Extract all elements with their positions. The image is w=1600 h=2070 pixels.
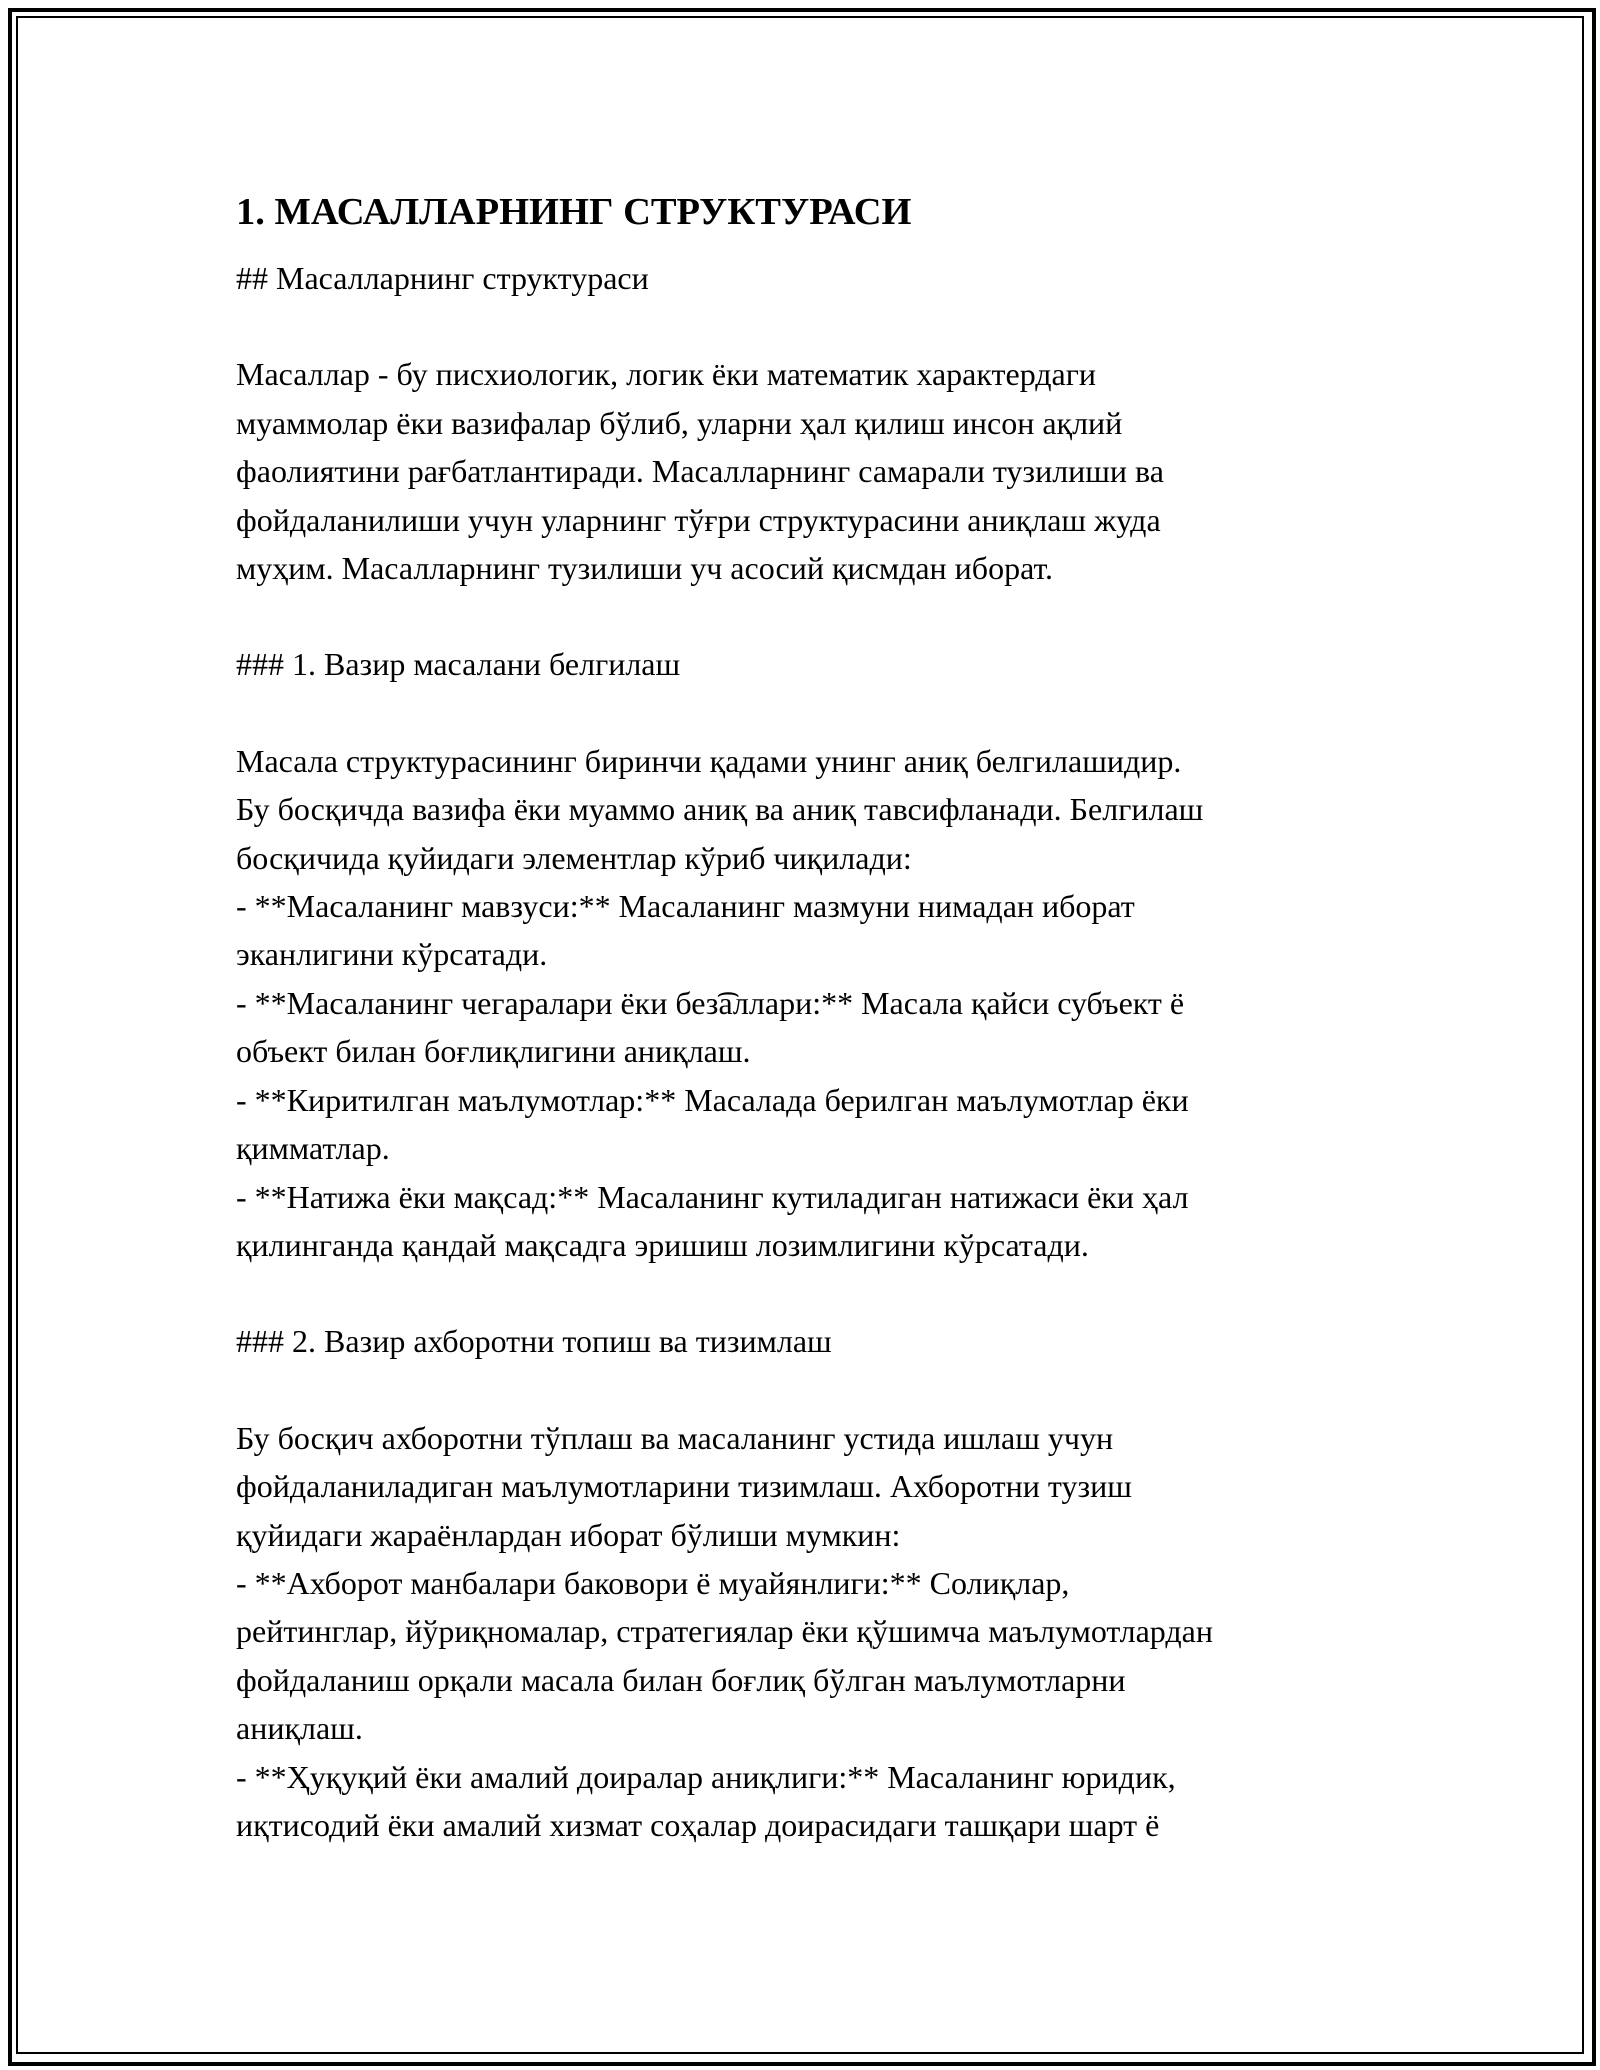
document-title: 1. МАСАЛЛАРНИНГ СТРУКТУРАСИ [236,191,912,233]
section-1-heading: ### 1. Вазир масалани белгилаш [236,646,681,683]
section-1-body: Масала структурасининг биринчи қадами унинг аниқ белгилашидир. Бу босқичда вазифа ёки муаммо аниқ ва аниқ тавсифланади. Белгилаш босқичида қуйидаги элементлар кўриб чиқилади: - **Масаланинг мавзуси:** Масаланинг мазмуни нимадан иборат эканлигини кўрсатади. - **Масаланинг чегаралари ёки без͡аллари:** Масала қайси субъект ё объект билан боғлиқлигини аниқлаш. - **Киритилган маълумотлар:** Масалада берилган маълумотлар ёки қимматлар. - **Натижа ёки мақсад:** Масаланинг кутиладиган натижаси ёки ҳал қилинганда қандай мақсадга эришиш лозимлигини кўрсатади. [236,742,1204,1263]
intro-paragraph: Масаллар - бу писхиологик, логик ёки математик характердаги муаммолар ёки вазифалар бўлиб, уларни ҳал қилиш инсон ақлий фаолиятини рағбатлантиради. Масалларнинг самарали тузилиши ва фойдаланилиши учун уларнинг тўғри структурасини аниқлаш жуда муҳим. Масалларнинг тузилиши уч асосий қисмдан иборат. [236,356,1164,587]
document-body [236,186,1366,1849]
section-2-heading: ### 2. Вазир ахборотни топиш ва тизимлаш [236,1323,832,1360]
section-2-body: Бу босқич ахборотни тўплаш ва масаланинг устида ишлаш учун фойдаланиладиган маълумотларини тизимлаш. Ахборотни тузиш қуйидаги жараёнлардан иборат бўлиши мумкин: - **Ахборот манбалари баковори ё муайянлиги:** Солиқлар, рейтинглар, йўриқномалар, стратегиялар ёки қўшимча маълумотлардан фойдаланиш орқали масала билан боғлиқ бўлган маълумотларни аниқлаш. - **Ҳуқуқий ёки амалий доиралар аниқлиги:** Масаланинг юридик, иқтисодий ёки амалий хизмат соҳалар доирасидаги ташқари шарт ё [236,1419,1213,1843]
subheading: ## Масалларнинг структураси [236,260,649,296]
